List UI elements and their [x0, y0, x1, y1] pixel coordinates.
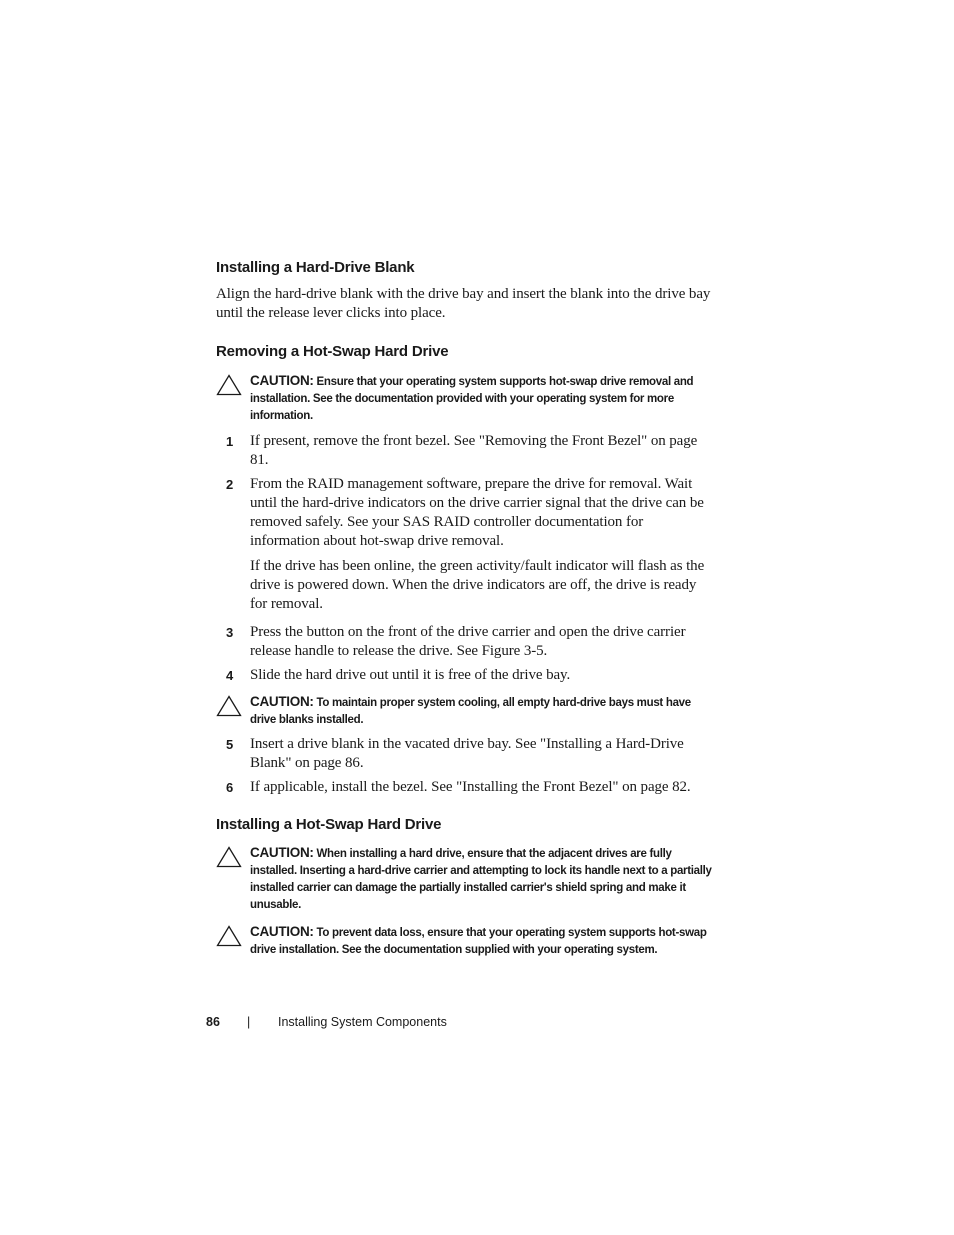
heading-installing-blank: Installing a Hard-Drive Blank: [216, 259, 415, 276]
list-item: [216, 778, 716, 797]
caution-note: [216, 923, 716, 959]
step-text: From the RAID management software, prepare the drive for removal. Wait until the hard-drive indicators on the drive carrier signal that the drive can be removed safely. See your SAS RAID controller documentation for information about hot-swap drive removal.: [250, 476, 704, 549]
caution-triangle-icon: [216, 374, 242, 396]
paragraph-installing-blank: Align the hard-drive blank with the drive bay and insert the blank into the drive bay until the release lever clicks into place.: [216, 286, 711, 321]
step-text: Slide the hard drive out until it is free of the drive bay.: [250, 667, 571, 683]
caution-label: CAUTION:: [250, 694, 314, 709]
footer-separator: |: [247, 1015, 251, 1029]
list-item: [216, 666, 716, 685]
step-text: If present, remove the front bezel. See "Removing the Front Bezel" on page 81.: [250, 433, 698, 468]
caution-triangle-icon: [216, 695, 242, 717]
list-item: [216, 475, 716, 614]
step-number: 3: [226, 625, 234, 640]
heading-installing-drive: Installing a Hot-Swap Hard Drive: [216, 816, 442, 833]
heading-removing-drive: Removing a Hot-Swap Hard Drive: [216, 343, 449, 360]
caution-label: CAUTION:: [250, 924, 314, 939]
list-item: [216, 432, 716, 470]
caution-text: When installing a hard drive, ensure that the adjacent drives are fully installed. Inserting a hard-drive carrier and attempting to lock its handle next to a partially installed carrier can damage the partially installed carrier's shield spring and make it unusable.: [250, 848, 712, 911]
step-number: 5: [226, 737, 234, 752]
caution-text: To prevent data loss, ensure that your operating system supports hot-swap drive installation. See the documentation supplied with your operating system.: [250, 927, 707, 956]
step-number: 6: [226, 780, 234, 795]
list-item: [216, 735, 716, 773]
caution-triangle-icon: [216, 846, 242, 868]
step-text: If applicable, install the bezel. See "Installing the Front Bezel" on page 82.: [250, 779, 691, 795]
list-item: [216, 623, 716, 661]
caution-label: CAUTION:: [250, 373, 314, 388]
step-number: 1: [226, 434, 234, 449]
caution-note: [216, 844, 716, 914]
step-number: 2: [226, 477, 234, 492]
step-text: Insert a drive blank in the vacated drive bay. See "Installing a Hard-Drive Blank" on page 86.: [250, 736, 684, 771]
caution-label: CAUTION:: [250, 845, 314, 860]
page-content: [216, 258, 716, 959]
caution-text: To maintain proper system cooling, all empty hard-drive bays must have drive blanks installed.: [250, 697, 691, 726]
page-number: 86: [206, 1015, 220, 1029]
caution-triangle-icon: [216, 925, 242, 947]
step-text: Press the button on the front of the drive carrier and open the drive carrier release handle to release the drive. See Figure 3-5.: [250, 624, 686, 659]
footer-chapter-title: Installing System Components: [278, 1015, 447, 1029]
step-note: If the drive has been online, the green activity/fault indicator will flash as the drive is powered down. When the drive indicators are off, the drive is ready for removal.: [250, 558, 705, 612]
step-number: 4: [226, 668, 234, 683]
caution-note: [216, 372, 716, 425]
caution-text: Ensure that your operating system supports hot-swap drive removal and installation. See the documentation provided with your operating system for more information.: [250, 376, 694, 422]
caution-note: [216, 693, 716, 729]
